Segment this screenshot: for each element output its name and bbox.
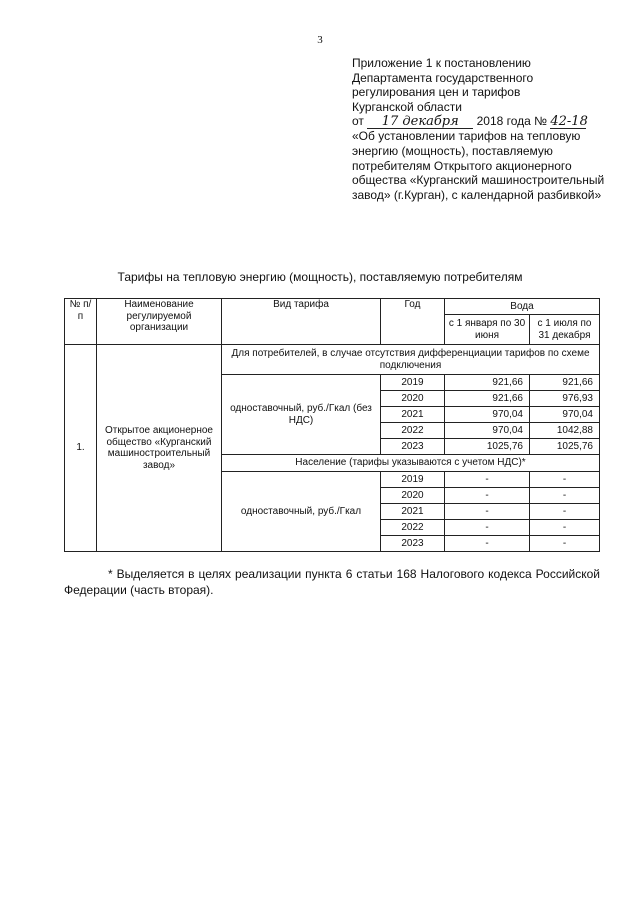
- appendix-header: [352, 56, 614, 202]
- footnote: * Выделяется в целях реализации пункта 6 статьи 168 Налогового кодекса Российской Федерации (часть вторая).: [64, 567, 600, 597]
- value-second-half: 1025,76: [530, 439, 600, 455]
- appendix-line-3: регулирования цен и тарифов: [352, 85, 521, 100]
- from-prefix: от: [352, 114, 364, 129]
- decree-subject: «Об установлении тарифов на тепловую энергию (мощность), поставляемую потребителям Открытого акционерного общества «Курганский машиностроительный завод» (г.Курган), с календарной разбивкой»: [352, 129, 605, 202]
- header-no: № п/п: [65, 299, 97, 345]
- value-first-half: 921,66: [445, 375, 530, 391]
- appendix-line-4: Курганской области: [352, 99, 462, 114]
- org-name: Открытое акционерное общество «Курганский машиностроительный завод»: [97, 345, 222, 552]
- header-year: Год: [381, 299, 445, 345]
- section-1-tariff: одноставочный, руб./Гкал (без НДС): [222, 375, 381, 455]
- value-second-half: -: [530, 488, 600, 504]
- section-2-tariff: одноставочный, руб./Гкал: [222, 472, 381, 552]
- year-cell: 2020: [381, 488, 445, 504]
- header-second-half: с 1 июля по 31 декабря: [530, 315, 600, 345]
- decree-year: 2018 года №: [476, 114, 548, 129]
- year-cell: 2022: [381, 423, 445, 439]
- value-first-half: -: [445, 520, 530, 536]
- year-cell: 2020: [381, 391, 445, 407]
- header-water: Вода: [445, 299, 600, 315]
- header-first-half: с 1 января по 30 июня: [445, 315, 530, 345]
- value-second-half: 921,66: [530, 375, 600, 391]
- section-1-title: Для потребителей, в случае отсутствия дифференциации тарифов по схеме подключения: [222, 345, 600, 375]
- value-second-half: -: [530, 504, 600, 520]
- value-second-half: -: [530, 536, 600, 552]
- value-first-half: -: [445, 472, 530, 488]
- value-first-half: -: [445, 536, 530, 552]
- value-second-half: 976,93: [530, 391, 600, 407]
- year-cell: 2021: [381, 504, 445, 520]
- row-number: 1.: [65, 345, 97, 552]
- value-first-half: 1025,76: [445, 439, 530, 455]
- handwritten-date: 17 декабря: [367, 116, 473, 129]
- year-cell: 2022: [381, 520, 445, 536]
- value-first-half: -: [445, 488, 530, 504]
- value-first-half: 970,04: [445, 423, 530, 439]
- year-cell: 2019: [381, 375, 445, 391]
- tariffs-table: [64, 298, 600, 552]
- year-cell: 2021: [381, 407, 445, 423]
- section-2-title: Население (тарифы указываются с учетом НДС)*: [222, 455, 600, 472]
- value-first-half: 970,04: [445, 407, 530, 423]
- header-tariff-type: Вид тарифа: [222, 299, 381, 345]
- year-cell: 2023: [381, 439, 445, 455]
- value-second-half: 1042,88: [530, 423, 600, 439]
- value-second-half: -: [530, 520, 600, 536]
- value-first-half: 921,66: [445, 391, 530, 407]
- year-cell: 2023: [381, 536, 445, 552]
- year-cell: 2019: [381, 472, 445, 488]
- handwritten-number: 42-18: [550, 114, 588, 130]
- value-second-half: 970,04: [530, 407, 600, 423]
- decree-date-line: [352, 114, 614, 129]
- header-org: Наименование регулируемой организации: [97, 299, 222, 345]
- value-second-half: -: [530, 472, 600, 488]
- page-number: 3: [317, 34, 323, 46]
- table-title: Тарифы на тепловую энергию (мощность), поставляемую потребителям: [117, 270, 523, 284]
- appendix-line-2: Департамента государственного: [352, 70, 534, 85]
- value-first-half: -: [445, 504, 530, 520]
- appendix-line-1: Приложение 1 к постановлению: [352, 56, 531, 70]
